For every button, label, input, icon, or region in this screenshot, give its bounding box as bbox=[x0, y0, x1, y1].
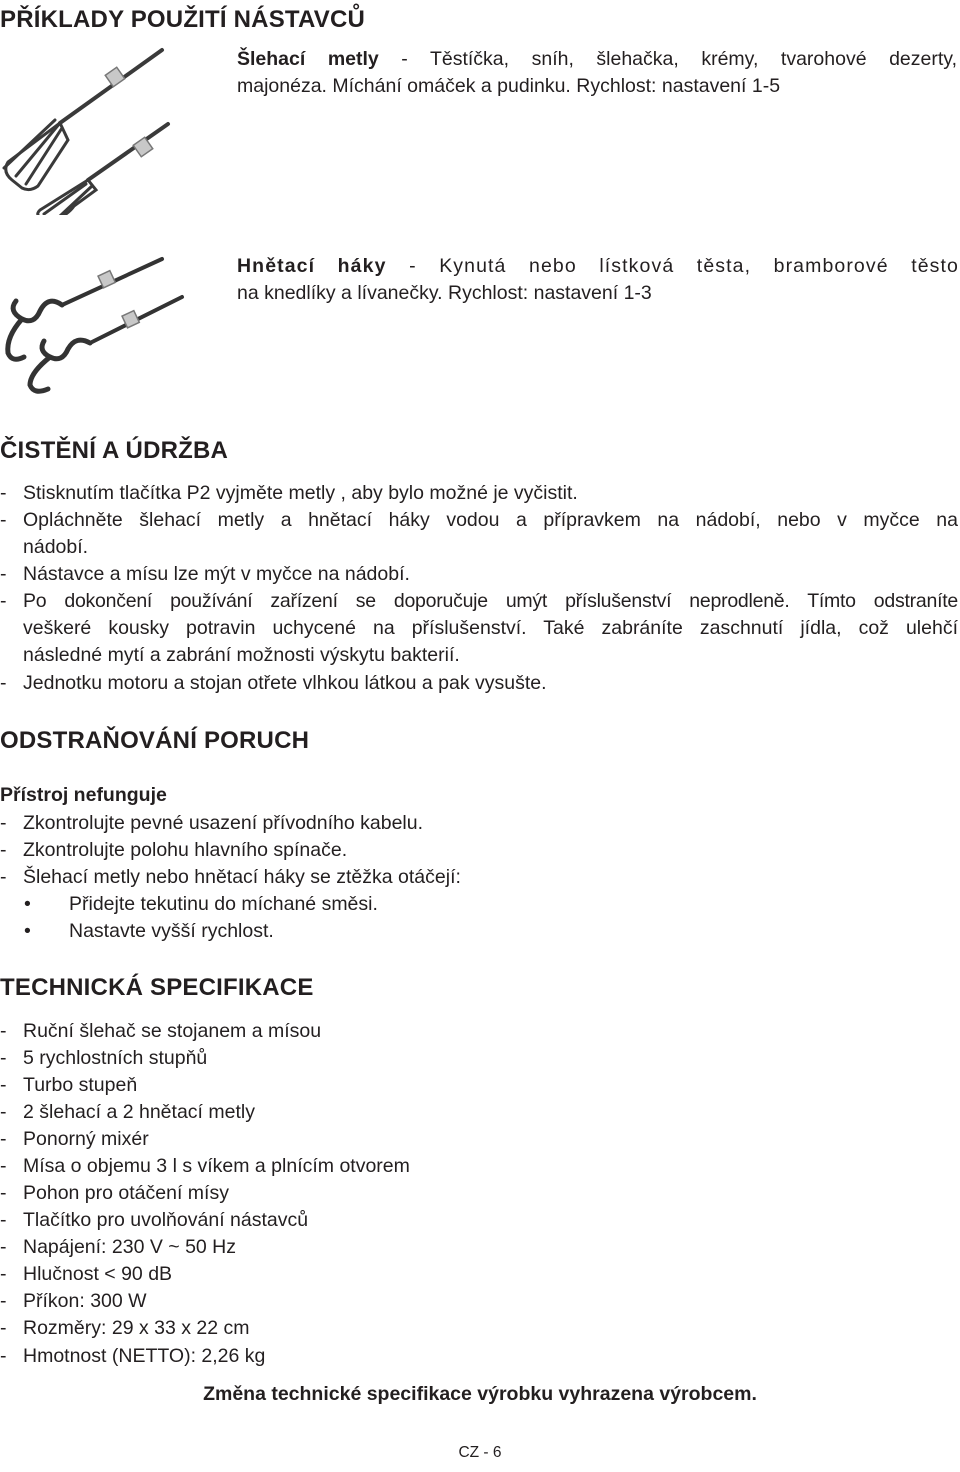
spec-item-text: Turbo stupeň bbox=[23, 1074, 138, 1096]
spec-item-text: 5 rychlostních stupňů bbox=[23, 1047, 208, 1069]
dash: - bbox=[0, 672, 7, 694]
dash: - bbox=[0, 1074, 7, 1096]
whisk-illustration bbox=[0, 40, 175, 215]
spec-item-text: Pohon pro otáčení mísy bbox=[23, 1182, 229, 1204]
troubleshooting-bullet-2-text: Nastavte vyšší rychlost. bbox=[69, 920, 274, 942]
troubleshooting-item-1-text: Zkontrolujte pevné usazení přívodního kabelu. bbox=[23, 812, 424, 834]
cleaning-item-4-text: Po dokončení používání zařízení se doporučuje umýt příslušenství neprodleně. Tímto odstraníte bbox=[23, 590, 958, 612]
dash: - bbox=[0, 563, 7, 585]
spec-change-note: Změna technické specifikace výrobku vyhrazena výrobcem. bbox=[203, 1383, 757, 1405]
bullet-glyph: • bbox=[24, 893, 31, 915]
dash: - bbox=[0, 812, 7, 834]
spec-item-text: Hlučnost < 90 dB bbox=[23, 1263, 173, 1285]
spec-item-text: Rozměry: 29 x 33 x 22 cm bbox=[23, 1317, 250, 1339]
hooks-desc-line-1: - Kynutá nebo lístková těsta, bramborové těsto bbox=[386, 255, 959, 277]
dash: - bbox=[0, 1155, 7, 1177]
dash: - bbox=[0, 1236, 7, 1258]
dash: - bbox=[0, 482, 7, 504]
troubleshooting-item-2-text: Zkontrolujte polohu hlavního spínače. bbox=[23, 839, 348, 861]
spec-item-text: Ruční šlehač se stojanem a mísou bbox=[23, 1020, 322, 1042]
spec-item-text: 2 šlehací a 2 hnětací metly bbox=[23, 1101, 255, 1123]
dash: - bbox=[0, 590, 7, 612]
section-title-cleaning-text: ČISTĚNÍ A ÚDRŽBA bbox=[0, 437, 229, 464]
spec-item-text: Ponorný mixér bbox=[23, 1128, 149, 1150]
troubleshooting-bullet-1 bbox=[24, 893, 378, 916]
whisk-desc-line-2: majonéza. Míchání omáček a pudinku. Rychlost: nastavení 1-5 bbox=[237, 75, 781, 97]
dash: - bbox=[0, 1290, 7, 1312]
troubleshooting-bullet-1-text: Přidejte tekutinu do míchané směsi. bbox=[69, 893, 378, 915]
dash: - bbox=[0, 1209, 7, 1231]
whisk-name: Šlehací metly bbox=[237, 48, 379, 70]
troubleshooting-item-3-text: Šlehací metly nebo hnětací háky se ztěžka otáčejí: bbox=[23, 866, 461, 888]
cleaning-item-5-text: Jednotku motoru a stojan otřete vlhkou látkou a pak vysušte. bbox=[23, 672, 547, 694]
section-title-specs: TECHNICKÁ SPECIFIKACE bbox=[0, 974, 314, 1001]
troubleshooting-subtitle: Přístroj nefunguje bbox=[0, 784, 167, 806]
dash: - bbox=[0, 839, 7, 861]
hooks-illustration bbox=[0, 245, 190, 405]
dash: - bbox=[0, 509, 7, 531]
dash: - bbox=[0, 1128, 7, 1150]
whisk-icon bbox=[4, 50, 168, 215]
dash: - bbox=[0, 1020, 7, 1042]
bullet-glyph: • bbox=[24, 920, 31, 942]
dash: - bbox=[0, 1101, 7, 1123]
spec-item-text: Napájení: 230 V ~ 50 Hz bbox=[23, 1236, 237, 1258]
spec-item-text: Tlačítko pro uvolňování nástavců bbox=[23, 1209, 309, 1231]
whisk-description bbox=[237, 46, 957, 100]
cleaning-item-4-cont-2-text: následné mytí a zabrání možnosti výskytu bakterií. bbox=[23, 644, 460, 666]
dash: - bbox=[0, 1263, 7, 1285]
spec-item-text: Příkon: 300 W bbox=[23, 1290, 147, 1312]
cleaning-item-1-text: Stisknutím tlačítka P2 vyjměte metly , aby bylo možné je vyčistit. bbox=[23, 482, 578, 504]
dash: - bbox=[0, 1345, 7, 1367]
whisk-desc-line-1: - Těstíčka, sníh, šlehačka, krémy, tvarohové dezerty, bbox=[378, 48, 957, 70]
dash: - bbox=[0, 866, 7, 888]
dash: - bbox=[0, 1047, 7, 1069]
section-title-troubleshooting: ODSTRAŇOVÁNÍ PORUCH bbox=[0, 727, 310, 754]
troubleshooting-bullet-2 bbox=[24, 920, 274, 943]
page-number: CZ - 6 bbox=[458, 1444, 502, 1461]
dash: - bbox=[0, 1317, 7, 1339]
spec-item-text: Mísa o objemu 3 l s víkem a plnícím otvorem bbox=[23, 1155, 410, 1177]
cleaning-item-2-text: Opláchněte šlehací metly a hnětací háky vodou a přípravkem na nádobí, nebo v myčce na bbox=[23, 509, 958, 531]
hooks-name: Hnětací háky bbox=[237, 255, 387, 277]
dash: - bbox=[0, 1182, 7, 1204]
cleaning-item-2-cont-text: nádobí. bbox=[23, 536, 89, 558]
section-title-attachments: PŘÍKLADY POUŽITÍ NÁSTAVCŮ bbox=[0, 6, 366, 33]
spec-item-text: Hmotnost (NETTO): 2,26 kg bbox=[23, 1345, 266, 1367]
hooks-description bbox=[237, 253, 959, 307]
cleaning-item-3-text: Nástavce a mísu lze mýt v myčce na nádobí. bbox=[23, 563, 410, 585]
dough-hook-icon bbox=[8, 259, 182, 391]
hooks-desc-line-2: na knedlíky a lívanečky. Rychlost: nastavení 1-3 bbox=[237, 282, 652, 304]
cleaning-item-4-cont-1-text: veškeré kousky potravin uchycené na příslušenství. Také zabráníte zaschnutí jídla, což ulehčí bbox=[23, 617, 958, 639]
